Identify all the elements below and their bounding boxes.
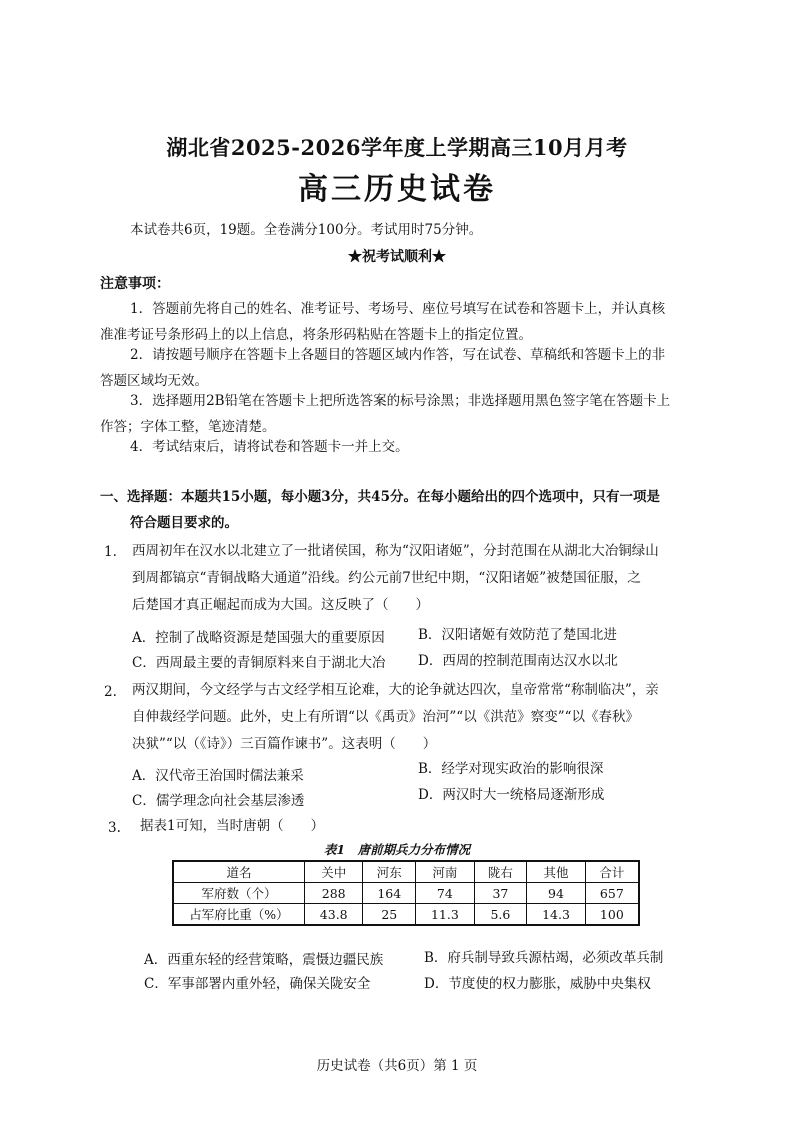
table-header-cell: 河南 <box>416 861 474 883</box>
question-2-line-3: 决狱”“以（《诗》）三百篇作谏书”。这表明（ ） <box>132 736 437 752</box>
table-cell: 164 <box>363 883 416 904</box>
table-cell: 25 <box>363 904 416 926</box>
question-1-option-d: D．西周的控制范围南达汉水以北 <box>418 653 618 669</box>
section-heading-line-1: 一、选择题：本题共15小题，每小题3分，共45分。在每小题给出的四个选项中，只有一项是 <box>100 489 660 505</box>
table-row <box>173 883 639 904</box>
notice-item-3-line-1: 3．选择题用2B铅笔在答题卡上把所选答案的标号涂黑；非选择题用黑色签字笔在答题卡上 <box>130 393 671 409</box>
notice-item-1-line-2: 准准考证号条形码上的以上信息，将条形码粘贴在答题卡上的指定位置。 <box>100 327 532 343</box>
question-2-number: 2. <box>104 684 117 700</box>
question-2-option-c: C．儒学理念向社会基层渗透 <box>132 793 305 809</box>
table-header-cell: 关中 <box>305 861 363 883</box>
table-header-cell: 道名 <box>173 861 305 883</box>
notice-item-2-line-1: 2．请按题号顺序在答题卡上各题目的答题区域内作答，写在试卷、草稿纸和答题卡上的非 <box>130 347 666 363</box>
table-cell: 37 <box>474 883 527 904</box>
section-heading-line-2: 符合题目要求的。 <box>130 515 238 531</box>
table-header-cell: 其他 <box>527 861 585 883</box>
table-row <box>173 904 639 926</box>
question-1-option-a: A．控制了战略资源是楚国强大的重要原因 <box>132 630 385 646</box>
question-3-number: 3. <box>108 820 121 836</box>
question-1-stem <box>132 538 659 619</box>
troop-distribution-table <box>172 860 640 926</box>
notice-heading: 注意事项： <box>100 276 170 292</box>
table-cell: 43.8 <box>305 904 363 926</box>
table-header-cell: 合计 <box>585 861 639 883</box>
table-cell: 占军府比重（%） <box>173 904 305 926</box>
question-3-option-c: C．军事部署内重外轻，确保关陇安全 <box>144 976 371 992</box>
notice-item-1-line-1: 1．答题前先将自己的姓名、准考证号、考场号、座位号填写在试卷和答题卡上，并认真核 <box>130 301 666 317</box>
question-2-option-b: B．经学对现实政治的影响很深 <box>418 761 604 777</box>
exam-title: 湖北省2025-2026学年度上学期高三10月月考 <box>166 135 628 160</box>
table-cell: 军府数（个） <box>173 883 305 904</box>
table-header-row <box>173 861 639 883</box>
table-header-cell: 陇右 <box>474 861 527 883</box>
table-cell: 100 <box>585 904 639 926</box>
table-cell: 657 <box>585 883 639 904</box>
question-2-line-1: 两汉期间，今文经学与古文经学相互论难，大的论争就达四次，皇帝常常“称制临决”，亲 <box>132 682 659 698</box>
question-3-option-a: A．西重东轻的经营策略，震慑边疆民族 <box>144 952 384 968</box>
table-cell: 94 <box>527 883 585 904</box>
question-2-option-d: D．两汉时大一统格局逐渐形成 <box>418 787 605 803</box>
question-1-option-c: C．西周最主要的青铜原料来自于湖北大冶 <box>132 655 386 671</box>
question-2-stem <box>132 677 659 758</box>
question-2-option-a: A．汉代帝王治国时儒法兼采 <box>132 768 304 784</box>
notice-item-3-line-2: 作答；字体工整，笔迹清楚。 <box>100 419 276 435</box>
table-cell: 288 <box>305 883 363 904</box>
question-1-line-3: 后楚国才真正崛起而成为大国。这反映了（ ） <box>132 597 429 613</box>
table-cell: 11.3 <box>416 904 474 926</box>
notice-item-2-line-2: 答题区域均无效。 <box>100 373 208 389</box>
table-cell: 74 <box>416 883 474 904</box>
table-1-caption: 表1 唐前期兵力分布情况 <box>323 842 471 857</box>
exam-meta: 本试卷共6页，19题。全卷满分100分。考试用时75分钟。 <box>130 222 483 238</box>
question-3-option-d: D．节度使的权力膨胀，威胁中央集权 <box>424 976 651 992</box>
table-header-cell: 河东 <box>363 861 416 883</box>
table-cell: 14.3 <box>527 904 585 926</box>
table-cell: 5.6 <box>474 904 527 926</box>
exam-subtitle: 高三历史试卷 <box>298 172 496 207</box>
section-heading <box>100 484 700 536</box>
good-luck-banner: ★祝考试顺利★ <box>348 249 446 265</box>
notice-item-4: 4．考试结束后，请将试卷和答题卡一并上交。 <box>130 439 409 455</box>
question-2-line-2: 自伸裁经学问题。此外，史上有所谓“以《禹贡》治河”“以《洪范》察变”“以《春秋》 <box>132 709 640 725</box>
question-1-option-b: B．汉阳诸姬有效防范了楚国北进 <box>418 627 617 643</box>
question-1-number: 1. <box>104 544 117 560</box>
question-1-line-2: 到周都镐京“青铜战略大通道”沿线。约公元前7世纪中期，“汉阳诸姬”被楚国征服，之 <box>132 570 641 586</box>
page-footer: 历史试卷（共6页）第 1 页 <box>316 1058 478 1074</box>
question-3-stem: 据表1可知，当时唐朝（ ） <box>140 818 325 834</box>
question-3-option-b: B．府兵制导致兵源枯竭，必须改革兵制 <box>424 950 664 966</box>
question-1-line-1: 西周初年在汉水以北建立了一批诸侯国，称为“汉阳诸姬”，分封范围在从湖北大冶铜绿山 <box>132 543 659 559</box>
